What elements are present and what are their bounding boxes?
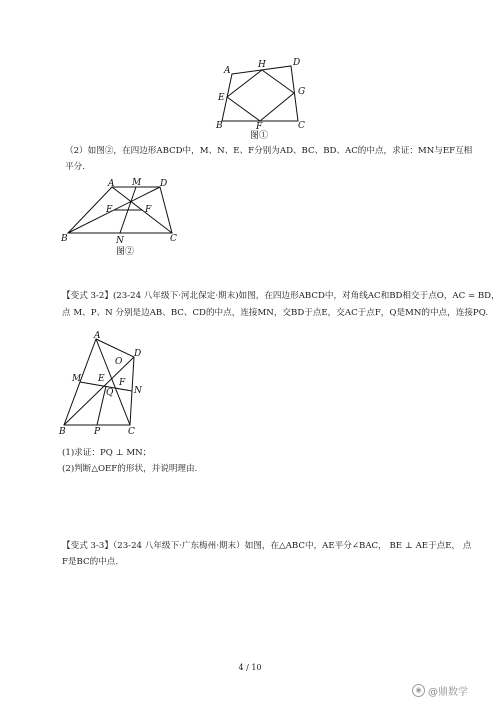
page-number: 4 / 10 xyxy=(238,663,262,672)
label-M: M xyxy=(132,178,142,188)
label-F: F xyxy=(145,205,152,215)
watermark-text: @鼎数学 xyxy=(428,687,468,698)
label-E: E xyxy=(218,93,225,103)
label-M: M xyxy=(72,374,82,384)
figure-3 xyxy=(56,330,151,438)
label-G: G xyxy=(298,87,306,97)
label-F: F xyxy=(256,122,263,132)
label-H: H xyxy=(258,60,266,70)
label-E: E xyxy=(98,374,105,384)
label-A: A xyxy=(108,179,115,189)
label-B: B xyxy=(216,121,223,131)
variant-3-2-question-2: (2)判断△OEF的形状，并说明理由. xyxy=(62,464,198,474)
variant-3-2-line2: 点 M、P、N 分别是边AB、BC、CD的中点，连接MN，交BD于点E，交AC于点F，Q是MN的中点，连接PQ. xyxy=(62,308,489,318)
midpoint-quad-hgfe xyxy=(227,70,294,121)
camera-icon: ◉ xyxy=(412,684,425,697)
figure-1 xyxy=(210,56,310,140)
label-A: A xyxy=(224,66,231,76)
label-C: C xyxy=(128,427,135,437)
label-F: F xyxy=(119,378,126,388)
watermark xyxy=(412,683,468,698)
label-N: N xyxy=(134,386,142,396)
quad-abcd xyxy=(222,66,298,121)
label-P: P xyxy=(94,427,101,437)
figure-2-caption: 图② xyxy=(116,247,135,257)
label-C: C xyxy=(298,121,305,131)
label-O: O xyxy=(115,357,123,367)
label-D: D xyxy=(293,58,301,68)
variant-3-3-line2: F是BC的中点. xyxy=(62,557,119,567)
label-B: B xyxy=(59,427,66,437)
figure-2 xyxy=(60,178,185,258)
figure-1-caption: 图① xyxy=(250,131,269,140)
label-Q: Q xyxy=(106,388,114,398)
label-E: E xyxy=(106,205,113,215)
label-N: N xyxy=(116,236,124,246)
part2-line1: （2）如图②，在四边形ABCD中，M、N、E、F分别为AD、BC、BD、AC的中点，求证：MN与EF互相 xyxy=(65,146,473,156)
label-A: A xyxy=(94,331,101,341)
label-D: D xyxy=(160,179,168,189)
label-C: C xyxy=(170,234,177,244)
part2-line2: 平分. xyxy=(65,162,85,172)
label-B: B xyxy=(61,234,68,244)
variant-3-2-question-1: (1)求证：PQ ⊥ MN； xyxy=(62,448,152,458)
variant-3-3-line1: 【变式 3-3】（23-24 八年级下·广东梅州·期末）如图，在△ABC中，AE平分∠BAC， BE ⊥ AE于点E， 点 xyxy=(62,541,472,551)
label-D: D xyxy=(134,349,142,359)
variant-3-2-line1: 【变式 3-2】(23-24 八年级下·河北保定·期末)如图，在四边形ABCD中，对角线AC和BD相交于点O，AC = BD， xyxy=(62,291,500,301)
